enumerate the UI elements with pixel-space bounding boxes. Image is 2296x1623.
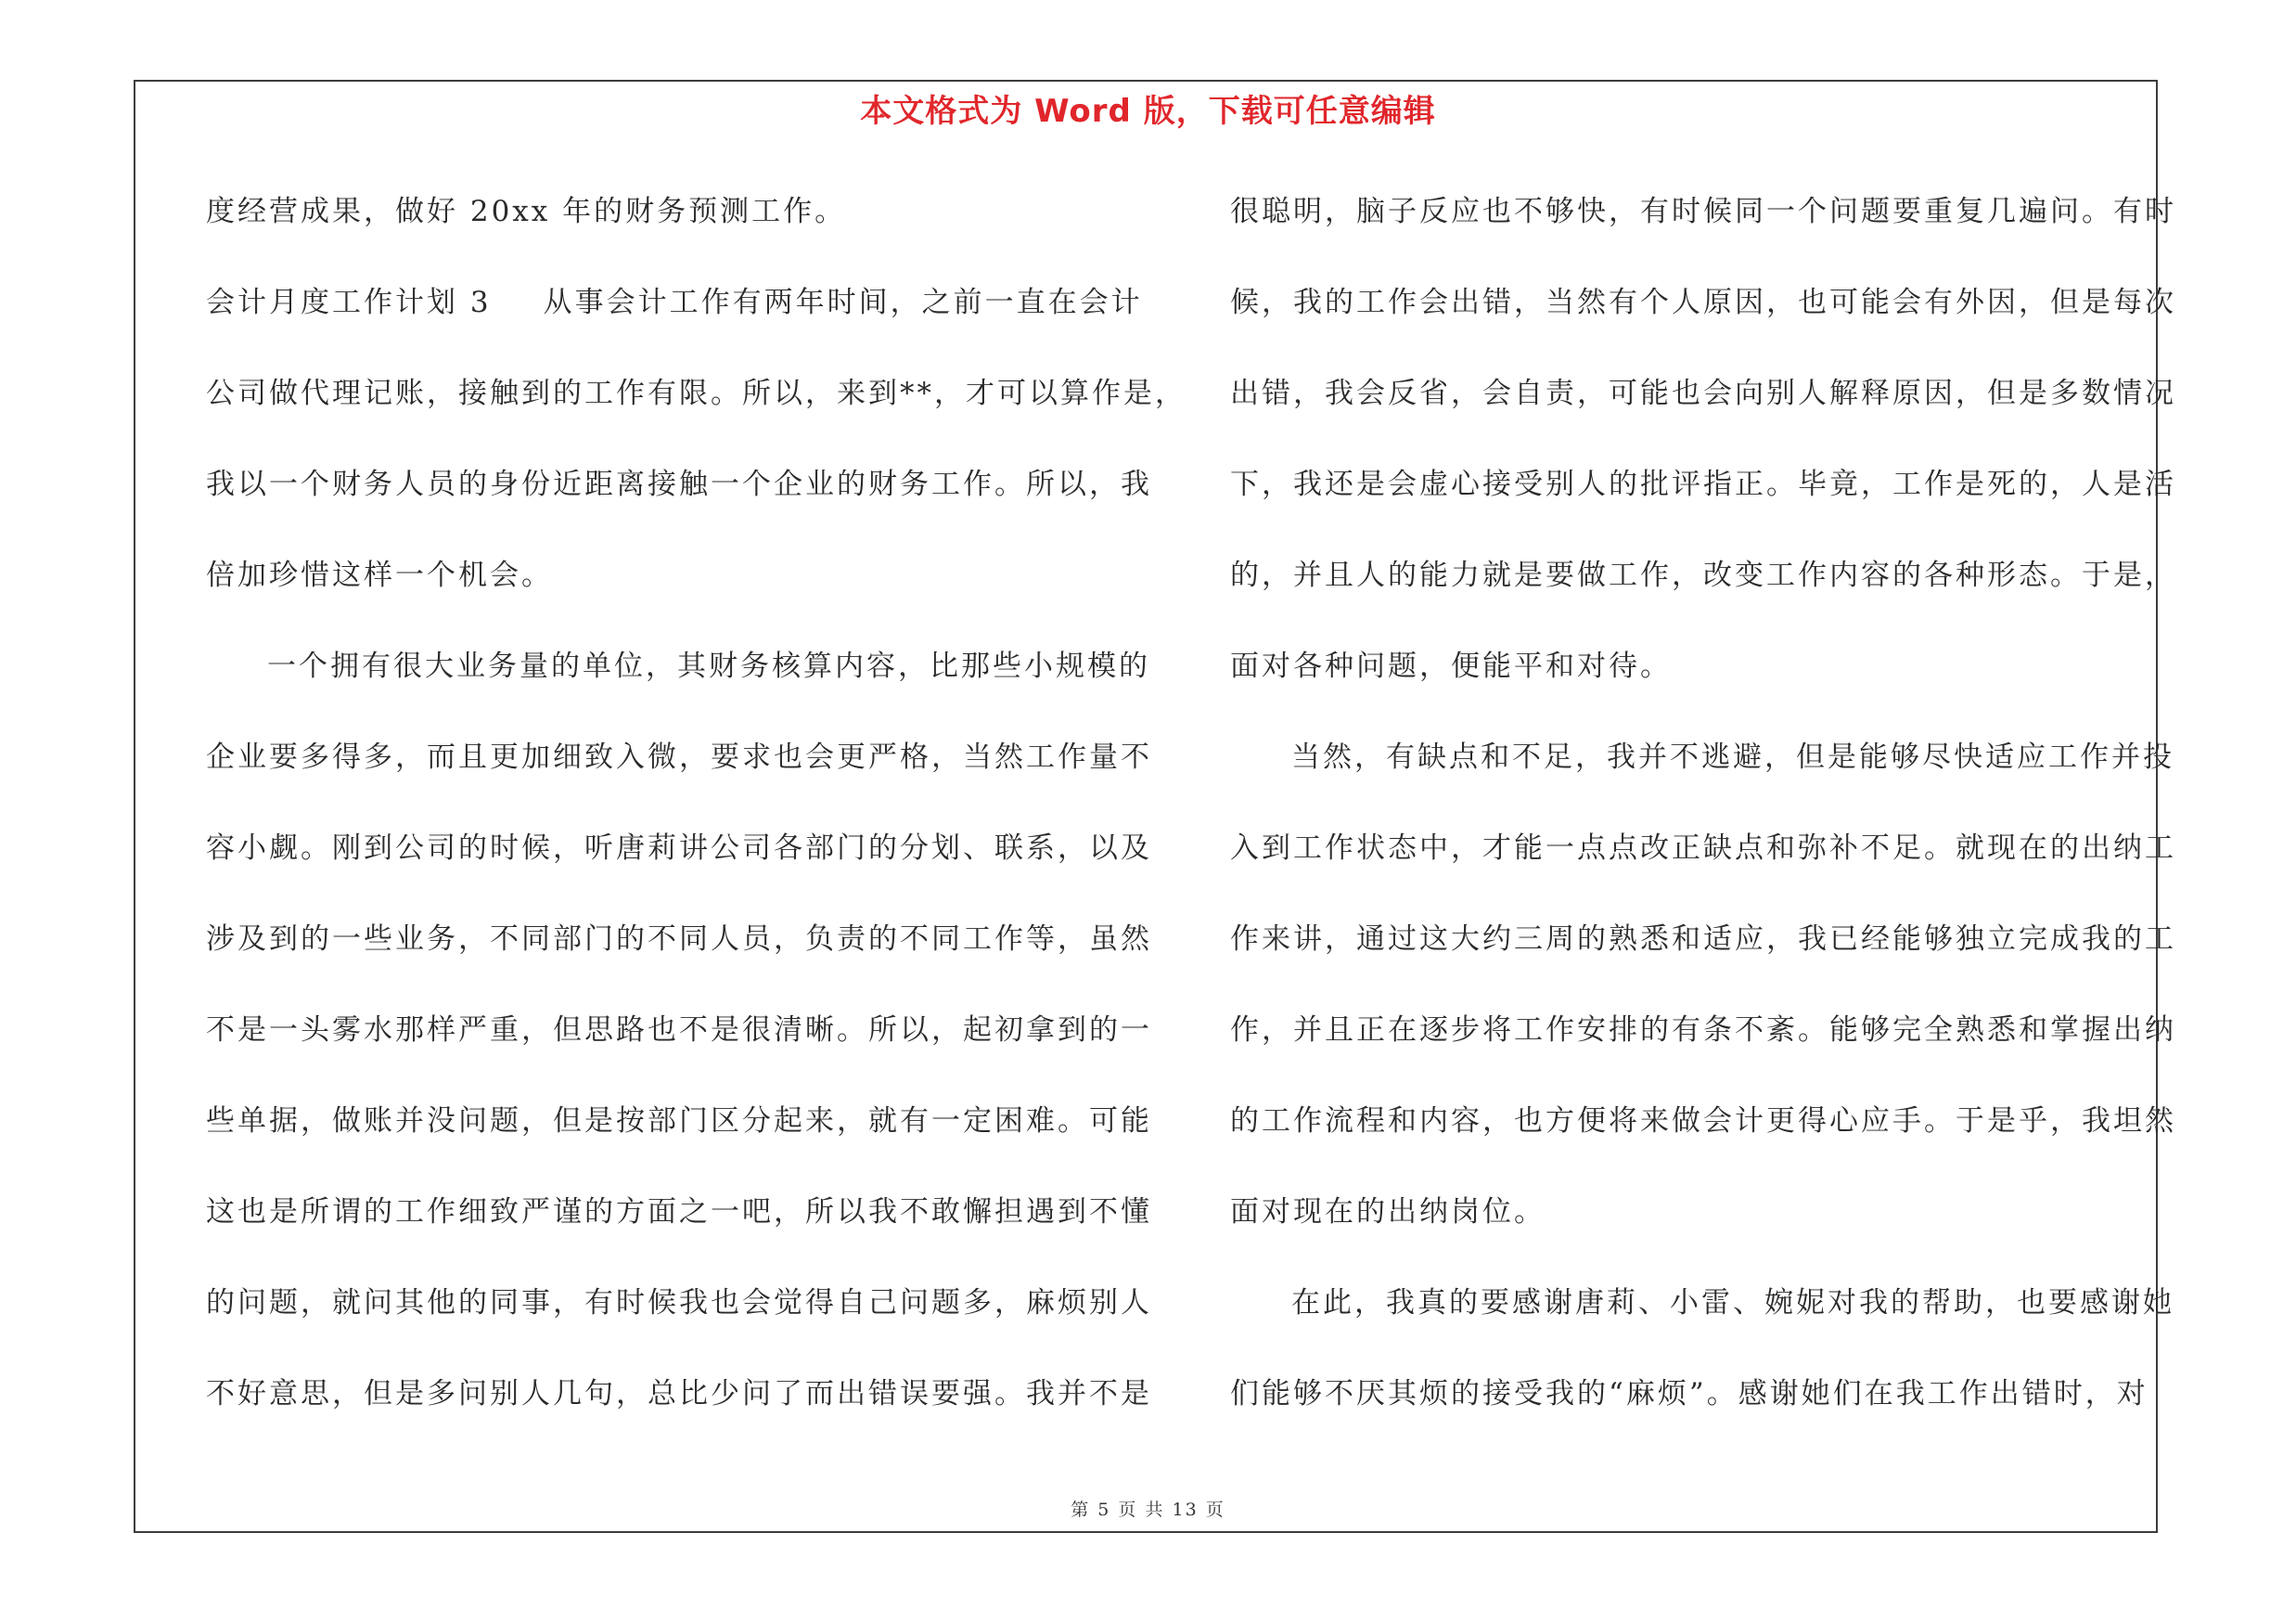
word-format-banner: 本文格式为 Word 版，下载可任意编辑: [860, 93, 1436, 130]
section-heading: 会计月度工作计划 3: [206, 286, 492, 319]
paragraph-line: 这也是所谓的工作细致严谨的方面之一吧，所以我不敢懈担遇到不懂: [206, 1195, 1152, 1229]
page-number-footer: 第 5 页 共 13 页: [1071, 1500, 1225, 1520]
paragraph-text: 从事会计工作有两年时间，之前一直在会计: [543, 286, 1143, 319]
paragraph-line: 作来讲，通过这大约三周的熟悉和适应，我已经能够独立完成我的工: [1230, 922, 2176, 956]
paragraph-line: 我以一个财务人员的身份近距离接触一个企业的财务工作。所以，我: [206, 468, 1152, 501]
right-column: [1230, 189, 2176, 1462]
paragraph-line: 入到工作状态中，才能一点点改正缺点和弥补不足。就现在的出纳工: [1230, 831, 2176, 865]
paragraph-line: 倍加珍惜这样一个机会。: [206, 559, 553, 592]
paragraph-line: 当然，有缺点和不足，我并不逃避，但是能够尽快适应工作并投: [1291, 741, 2174, 774]
paragraph-line: 企业要多得多，而且更加细致入微，要求也会更严格，当然工作量不: [206, 741, 1152, 774]
paragraph-line: 些单据，做账并没问题，但是按部门区分起来，就有一定困难。可能: [206, 1104, 1152, 1138]
paragraph-line: 不是一头雾水那样严重，但思路也不是很清晰。所以，起初拿到的一: [206, 1013, 1152, 1047]
paragraph-line: 一个拥有很大业务量的单位，其财务核算内容，比那些小规模的: [267, 650, 1150, 683]
paragraph-line: 作，并且正在逐步将工作安排的有条不紊。能够完全熟悉和掌握出纳: [1230, 1013, 2176, 1047]
paragraph-line: 下，我还是会虚心接受别人的批评指正。毕竟，工作是死的，人是活: [1230, 468, 2176, 501]
paragraph-line: 们能够不厌其烦的接受我的“麻烦”。感谢她们在我工作出错时，对: [1230, 1377, 2148, 1410]
paragraph-line: 面对现在的出纳岗位。: [1230, 1195, 1546, 1229]
paragraph-line: 公司做代理记账，接触到的工作有限。所以，来到**，才可以算作是，: [206, 377, 1186, 410]
paragraph-line: 候，我的工作会出错，当然有个人原因，也可能会有外因，但是每次: [1230, 286, 2176, 319]
paragraph-line: 涉及到的一些业务，不同部门的不同人员，负责的不同工作等，虽然: [206, 922, 1152, 956]
paragraph-line: 不好意思，但是多问别人几句，总比少问了而出错误要强。我并不是: [206, 1377, 1152, 1410]
paragraph-line: 容小觑。刚到公司的时候，听唐莉讲公司各部门的分划、联系，以及: [206, 831, 1152, 865]
left-column: [206, 189, 1186, 1462]
paragraph-line: 的工作流程和内容，也方便将来做会计更得心应手。于是乎，我坦然: [1230, 1104, 2176, 1138]
paragraph-line: 很聪明，脑子反应也不够快，有时候同一个问题要重复几遍问。有时: [1230, 195, 2176, 228]
paragraph-line: 的问题，就问其他的同事，有时候我也会觉得自己问题多，麻烦别人: [206, 1286, 1152, 1320]
paragraph-line: 的，并且人的能力就是要做工作，改变工作内容的各种形态。于是，: [1230, 559, 2176, 592]
paragraph-line: 面对各种问题，便能平和对待。: [1230, 650, 1672, 683]
paragraph-line: 在此，我真的要感谢唐莉、小雷、婉妮对我的帮助，也要感谢她: [1291, 1286, 2174, 1320]
paragraph-line: 度经营成果，做好 20xx 年的财务预测工作。: [206, 195, 847, 228]
paragraph-line: 出错，我会反省，会自责，可能也会向别人解释原因，但是多数情况: [1230, 377, 2176, 410]
paragraph-line: [206, 280, 1143, 371]
